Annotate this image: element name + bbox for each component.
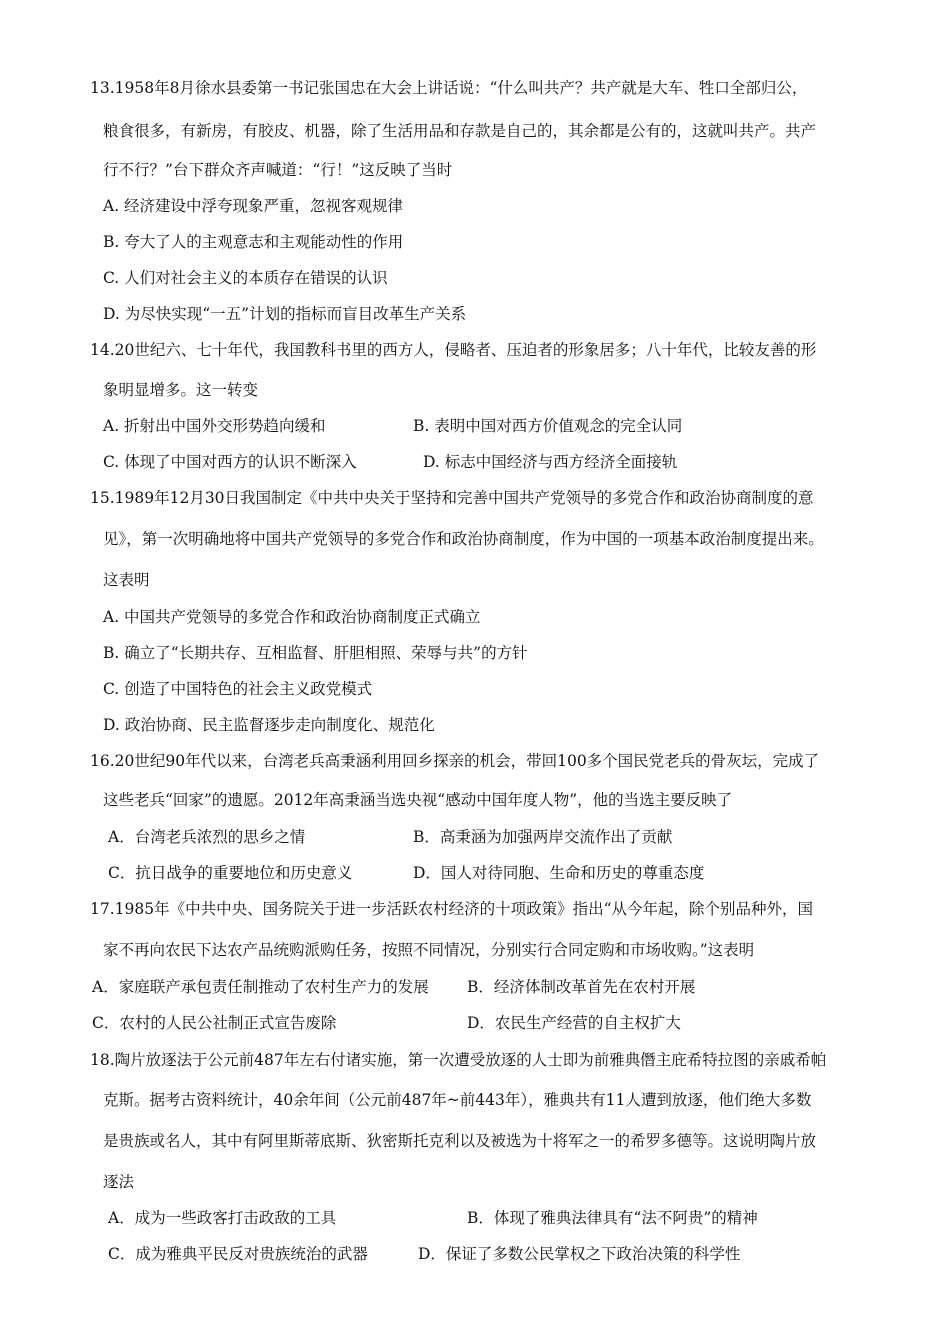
question-17-option-c: C．农村的人民公社制正式宣告废除 — [92, 1014, 337, 1032]
question-14-stem-line-1: 14.20世纪六、七十年代，我国教科书里的西方人，侵略者、压迫者的形象居多；八十年代，比较友善的形 — [90, 341, 817, 359]
question-15-stem-line-2: 见》，第一次明确地将中国共产党领导的多党合作和政治协商制度，作为中国的一项基本政治制度提出来。 — [103, 530, 824, 548]
question-18-stem-line-3: 是贵族或名人，其中有阿里斯蒂底斯、狄密斯托克利以及被选为十将军之一的希罗多德等。这说明陶片放 — [103, 1132, 817, 1150]
question-16-option-c: C．抗日战争的重要地位和历史意义 — [108, 864, 353, 882]
question-13-stem-line-3: 行不行？”台下群众齐声喊道：“行！”这反映了当时 — [103, 161, 453, 179]
question-18-stem-line-1: 18.陶片放逐法于公元前487年左右付诸实施，第一次遭受放逐的人士即为前雅典僭主庇希特拉图的亲戚希帕 — [90, 1051, 827, 1069]
question-14-stem-line-2: 象明显增多。这一转变 — [103, 381, 259, 399]
question-18-option-b: B．体现了雅典法律具有“法不阿贵”的精神 — [467, 1209, 758, 1227]
question-15-option-d: D. 政治协商、民主监督逐步走向制度化、规范化 — [103, 716, 435, 734]
question-14-option-c: C. 体现了中国对西方的认识不断深入 — [103, 453, 357, 471]
question-13-stem-line-2: 粮食很多，有新房，有胶皮、机器，除了生活用品和存款是自己的，其余都是公有的，这就叫共产。共产 — [103, 122, 817, 140]
question-14-option-a: A. 折射出中国外交形势趋向缓和 — [103, 417, 326, 435]
question-17-stem-line-2: 家不再向农民下达农产品统购派购任务，按照不同情况，分别实行合同定购和市场收购。”这表明 — [103, 941, 755, 959]
question-17-option-a: A．家庭联产承包责任制推动了农村生产力的发展 — [92, 978, 429, 996]
question-15-option-b: B. 确立了“长期共存、互相监督、肝胆相照、荣辱与共”的方针 — [103, 644, 528, 662]
question-16-stem-line-2: 这些老兵“回家”的遗愿。2012年高秉涵当选央视“感动中国年度人物”，他的当选主要反映了 — [103, 791, 733, 809]
question-13-option-b: B. 夸大了人的主观意志和主观能动性的作用 — [103, 233, 404, 251]
question-18-option-c: C．成为雅典平民反对贵族统治的武器 — [108, 1245, 368, 1263]
question-18-stem-line-2: 克斯。据考古资料统计，40余年间（公元前487年~前443年），雅典共有11人遭到放逐，他们绝大多数 — [103, 1091, 812, 1109]
question-13-option-c: C. 人们对社会主义的本质存在错误的认识 — [103, 269, 388, 287]
question-18-stem-line-4: 逐法 — [103, 1173, 135, 1191]
question-17-option-b: B．经济体制改革首先在农村开展 — [467, 978, 696, 996]
question-15-stem-line-3: 这表明 — [103, 571, 150, 589]
question-16-option-a: A．台湾老兵浓烈的思乡之情 — [108, 828, 306, 846]
question-16-option-b: B．高秉涵为加强两岸交流作出了贡献 — [413, 828, 673, 846]
question-18-option-a: A．成为一些政客打击政敌的工具 — [108, 1209, 337, 1227]
question-15-option-a: A. 中国共产党领导的多党合作和政治协商制度正式确立 — [103, 608, 481, 626]
question-13-option-d: D. 为尽快实现“一五”计划的指标而盲目改革生产关系 — [103, 305, 467, 323]
question-14-option-b: B. 表明中国对西方价值观念的完全认同 — [413, 417, 683, 435]
question-17-option-d: D．农民生产经营的自主权扩大 — [467, 1014, 681, 1032]
question-15-option-c: C. 创造了中国特色的社会主义政党模式 — [103, 680, 373, 698]
question-16-stem-line-1: 16.20世纪90年代以来，台湾老兵高秉涵利用回乡探亲的机会，带回100多个国民党老兵的骨灰坛，完成了 — [90, 752, 820, 770]
question-18-option-d: D．保证了多数公民掌权之下政治决策的科学性 — [418, 1245, 741, 1263]
question-16-option-d: D．国人对待同胞、生命和历史的尊重态度 — [413, 864, 705, 882]
question-15-stem-line-1: 15.1989年12月30日我国制定《中共中央关于坚持和完善中国共产党领导的多党合作和政治协商制度的意 — [90, 489, 814, 507]
question-17-stem-line-1: 17.1985年《中共中央、国务院关于进一步活跃农村经济的十项政策》指出“从今年起，除个别品种外，国 — [90, 900, 814, 918]
question-13-stem-line-1: 13.1958年8月徐水县委第一书记张国忠在大会上讲话说：“什么叫共产？共产就是大车、牲口全部归公， — [90, 79, 808, 97]
question-14-option-d: D. 标志中国经济与西方经济全面接轨 — [423, 453, 678, 471]
question-13-option-a: A. 经济建设中浮夸现象严重，忽视客观规律 — [103, 197, 404, 215]
